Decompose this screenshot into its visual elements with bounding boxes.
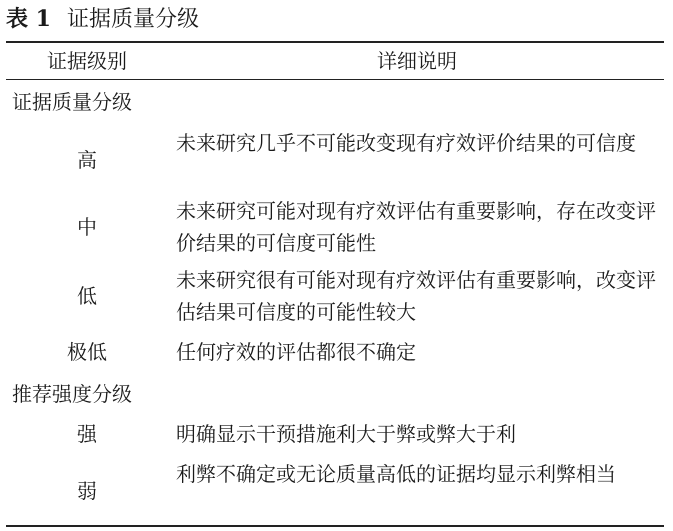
description-cell: 利弊不确定或无论质量高低的证据均显示利弊相当 xyxy=(176,462,616,486)
level-cell: 弱 xyxy=(77,479,97,503)
table-number: 表 1 xyxy=(6,6,51,32)
section-title: 证据质量分级 xyxy=(12,90,132,114)
table-caption xyxy=(6,2,199,36)
section-title: 推荐强度分级 xyxy=(12,382,132,406)
level-cell: 强 xyxy=(77,422,97,446)
table-top-rule xyxy=(6,41,664,43)
level-cell: 低 xyxy=(77,284,97,308)
description-cell: 任何疗效的评估都很不确定 xyxy=(176,340,416,364)
level-cell: 极低 xyxy=(67,340,107,364)
table-title: 证据质量分级 xyxy=(66,7,199,32)
level-cell: 中 xyxy=(77,215,97,239)
description-cell: 未来研究可能对现有疗效评估有重要影响，存在改变评价结果的可信度可能性 xyxy=(176,199,656,255)
description-cell: 未来研究几乎不可能改变现有疗效评价结果的可信度 xyxy=(176,131,636,155)
table-bottom-rule xyxy=(6,525,664,527)
description-cell: 明确显示干预措施利大于弊或弊大于利 xyxy=(176,422,516,446)
column-header-level: 证据级别 xyxy=(47,49,127,73)
description-cell: 未来研究很有可能对现有疗效评估有重要影响，改变评估结果可信度的可能性较大 xyxy=(176,268,656,324)
table-header-rule xyxy=(6,79,664,80)
column-header-description: 详细说明 xyxy=(377,49,457,73)
level-cell: 高 xyxy=(77,148,97,172)
